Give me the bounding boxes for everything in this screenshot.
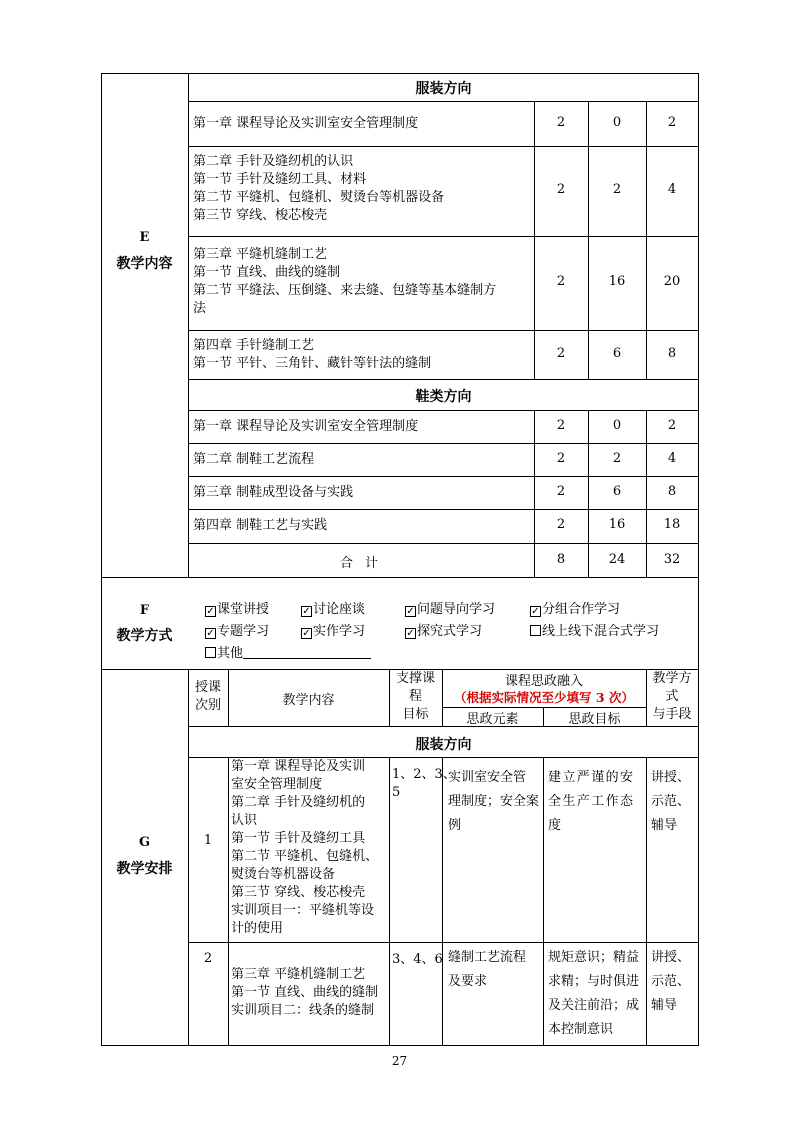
total-practice-hours: 24 [608, 552, 626, 567]
rule [188, 330, 699, 331]
method-option[interactable]: ✓ 讨论座谈 [302, 602, 366, 617]
checkbox-checked-icon[interactable]: ✓ [206, 606, 215, 617]
rule [101, 73, 699, 74]
rule [588, 101, 589, 379]
shoe-row-practice-hours: 0 [612, 418, 622, 433]
rule [188, 379, 699, 380]
content-header: 教学内容 [282, 693, 335, 708]
method-option-other[interactable]: 其他 [205, 642, 371, 661]
page-number: 27 [391, 1054, 408, 1068]
ideology-targets: 规矩意识；精益 求精；与时俱进 及关注前沿；成 本控制意识 [548, 950, 640, 1037]
rule [101, 577, 699, 578]
clothing-row-total-hours: 2 [667, 115, 677, 130]
method-option[interactable]: ✓ 问题导向学习 [406, 602, 496, 617]
section-e-code: E [139, 230, 150, 245]
shoe-row-total-hours: 2 [667, 418, 677, 433]
checkbox-checked-icon[interactable]: ✓ [206, 628, 215, 639]
method-option[interactable]: ✓ 分组合作学习 [531, 602, 621, 617]
shoe-direction-header: 鞋类方向 [415, 389, 472, 405]
clothing-row-theory-hours: 2 [556, 274, 566, 289]
rule [188, 410, 699, 411]
clothing-row-practice-hours: 2 [612, 182, 622, 197]
goal-header: 支撑课 程 目标 [395, 671, 435, 722]
clothing-row-total-hours: 20 [663, 274, 681, 289]
total-all-hours: 32 [663, 552, 681, 567]
schedule-content: 第一章 课程导论及实训 室安全管理制度 第二章 手针及缝纫机的 认识 第一节 手针及缝纫工具 第二节 平缝机、包缝机、 熨烫台等机器设备 第三节 穿线、梭芯梭壳 实训项目一：平缝机等设 计的使用 [231, 759, 379, 936]
schedule-content: 第三章 平缝机缝制工艺 第一节 直线、曲线的缝制 实训项目二：线条的缝制 [231, 967, 379, 1018]
supporting-goals: 1、2、3、 5 [392, 767, 456, 800]
checkbox-checked-icon[interactable]: ✓ [531, 606, 540, 617]
shoe-row-total-hours: 8 [667, 484, 677, 499]
teaching-methods: 讲授、 示范、 辅导 [651, 950, 691, 1013]
shoe-row-content: 第一章 课程导论及实训室安全管理制度 [193, 419, 419, 434]
ideology-elements: 缝制工艺流程 及要求 [448, 950, 527, 989]
shoe-row-practice-hours: 16 [608, 517, 626, 532]
ideology-elements: 实训室安全管 理制度；安全案 例 [448, 770, 540, 833]
section-f-code: F [139, 603, 150, 618]
clothing-row-content: 第二章 手针及缝纫机的认识 第一节 手针及缝纫工具、材料 第二节 平缝机、包缝机、熨烫台等机器设备 第三节 穿线、梭芯梭壳 [193, 154, 445, 223]
rule [188, 509, 699, 510]
rule [101, 73, 102, 1045]
rule [188, 146, 699, 147]
clothing-row-theory-hours: 2 [556, 115, 566, 130]
clothing-row-practice-hours: 16 [608, 274, 626, 289]
rule [188, 543, 699, 544]
clothing-row-total-hours: 8 [667, 346, 677, 361]
ideology-header: 课程思政融入 [504, 674, 583, 689]
section-e-label: 教学内容 [116, 256, 173, 272]
clothing-row-theory-hours: 2 [556, 346, 566, 361]
teaching-methods: 讲授、 示范、 辅导 [651, 770, 691, 833]
other-blank-field[interactable] [243, 646, 371, 659]
g-clothing-direction-header: 服装方向 [415, 737, 472, 753]
ideology-targets: 建立严谨的安 全生产工作态 度 [548, 770, 635, 833]
rule [188, 101, 699, 102]
shoe-row-total-hours: 18 [663, 517, 681, 532]
rule [101, 1045, 699, 1046]
shoe-row-content: 第四章 制鞋工艺与实践 [193, 518, 328, 533]
method-option[interactable]: ✓ 实作学习 [302, 624, 366, 639]
shoe-row-theory-hours: 2 [556, 484, 566, 499]
rule [698, 73, 699, 1045]
section-g-code: G [138, 835, 151, 850]
checkbox-checked-icon[interactable]: ✓ [406, 606, 415, 617]
shoe-row-total-hours: 4 [667, 451, 677, 466]
rule [646, 101, 647, 379]
clothing-row-content: 第四章 手针缝制工艺 第一节 平针、三角针、藏针等针法的缝制 [193, 338, 432, 371]
rule [646, 757, 647, 1045]
clothing-row-content: 第三章 平缝机缝制工艺 第一节 直线、曲线的缝制 第二节 平缝法、压倒缝、来去缝、包缝等基本缝制方 法 [193, 247, 497, 316]
checkbox-unchecked-icon[interactable] [530, 625, 541, 636]
rule [188, 236, 699, 237]
shoe-row-content: 第二章 制鞋工艺流程 [193, 452, 315, 467]
rule [389, 757, 390, 1045]
method-option[interactable]: 线上线下混合式学习 [530, 620, 659, 639]
shoe-row-theory-hours: 2 [556, 451, 566, 466]
rule [188, 669, 189, 1045]
clothing-row-theory-hours: 2 [556, 182, 566, 197]
clothing-row-practice-hours: 6 [612, 346, 622, 361]
elements-header: 思政元素 [466, 712, 519, 727]
checkbox-checked-icon[interactable]: ✓ [302, 628, 311, 639]
clothing-row-content: 第一章 课程导论及实训室安全管理制度 [193, 116, 419, 131]
shoe-row-theory-hours: 2 [556, 517, 566, 532]
checkbox-checked-icon[interactable]: ✓ [406, 628, 415, 639]
total-label: 合 计 [339, 556, 383, 571]
checkbox-checked-icon[interactable]: ✓ [302, 606, 311, 617]
targets-header: 思政目标 [568, 712, 621, 727]
clothing-row-practice-hours: 0 [612, 115, 622, 130]
method-option[interactable]: ✓ 课堂讲授 [206, 602, 270, 617]
session-number: 2 [203, 951, 213, 966]
shoe-row-practice-hours: 2 [612, 451, 622, 466]
ideology-note: （根据实际情况至少填写 3 次） [454, 690, 634, 705]
rule [543, 757, 544, 1045]
clothing-direction-header: 服装方向 [415, 81, 472, 97]
total-theory-hours: 8 [556, 552, 566, 567]
method-option[interactable]: ✓ 探究式学习 [406, 624, 483, 639]
shoe-row-practice-hours: 6 [612, 484, 622, 499]
rule [188, 73, 189, 577]
clothing-row-total-hours: 4 [667, 182, 677, 197]
checkbox-unchecked-icon[interactable] [205, 647, 216, 658]
rule [534, 101, 535, 379]
rule [228, 757, 229, 1045]
section-f-label: 教学方式 [116, 628, 173, 644]
session-number: 1 [203, 833, 213, 848]
rule [188, 476, 699, 477]
section-g-label: 教学安排 [116, 861, 173, 877]
shoe-row-content: 第三章 制鞋成型设备与实践 [193, 485, 354, 500]
method-option[interactable]: ✓ 专题学习 [206, 624, 270, 639]
shoe-row-theory-hours: 2 [556, 418, 566, 433]
method-header: 教学方 式 与手段 [652, 671, 692, 722]
rule [188, 443, 699, 444]
session-header: 授课 次别 [194, 680, 221, 713]
rule [188, 942, 699, 943]
supporting-goals: 3、4、6 [392, 952, 443, 967]
